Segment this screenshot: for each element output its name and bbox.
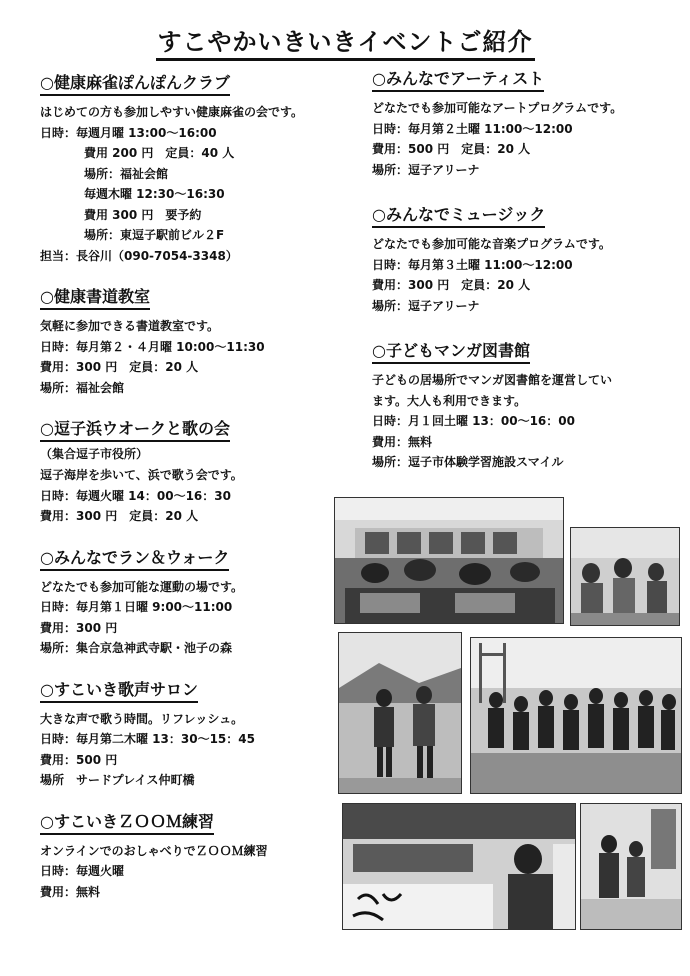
- event-block: [372, 66, 672, 180]
- event-block: [40, 70, 340, 266]
- event-detail-line: 費用：300 円: [40, 620, 118, 635]
- event-detail-line: 費用：無料: [372, 434, 433, 449]
- event-title: ○ みんなでミュージック: [372, 202, 545, 228]
- event-detail-line: 逗子海岸を歩いて、浜で歌う会です。: [40, 468, 243, 482]
- event-block: [40, 284, 340, 398]
- calligraphy-photo: [342, 803, 576, 930]
- event-block: [372, 338, 672, 473]
- event-title: ○ すこいき歌声サロン: [40, 677, 198, 703]
- event-title: ○ すこいきＺＯＯＭ練習: [40, 809, 214, 835]
- event-title: ○ みんなでアーティスト: [372, 66, 544, 92]
- mahjong-room-photo: [334, 497, 564, 624]
- event-detail-line: 場所 サードプレイス仲町橋: [40, 773, 195, 787]
- event-detail-line: 費用：300 円 定員：20 人: [372, 278, 531, 292]
- event-detail-line: どなたでも参加可能なアートプログラムです。: [372, 101, 623, 115]
- event-detail-line: 日時：月１回土曜 13：00～16：00: [372, 414, 575, 428]
- page-title: すこやかいきいきイベントご紹介: [0, 22, 690, 57]
- event-detail-line: 日時：毎月第１日曜 9:00～11:00: [40, 600, 233, 614]
- event-title: ○ 健康書道教室: [40, 284, 150, 310]
- event-detail-line: 毎週木曜 12:30～16:30: [84, 187, 225, 201]
- event-detail-line: はじめての方も参加しやすい健康麻雀の会です。: [40, 105, 304, 119]
- event-detail-line: 日時：毎月第２・４月曜 10:00～11:30: [40, 339, 265, 354]
- event-detail-line: 費用 300 円 要予約: [84, 207, 202, 222]
- event-title: ○ 健康麻雀ぽんぽんクラブ: [40, 70, 230, 96]
- event-title: ○ みんなでラン＆ウォーク: [40, 545, 229, 571]
- event-block: [372, 202, 672, 316]
- right-column: [372, 66, 672, 495]
- event-block: [40, 677, 340, 791]
- event-block: [40, 416, 340, 527]
- event-detail-line: 日時：毎週火曜 14：00～16：30: [40, 488, 231, 503]
- event-detail-line: 費用：500 円 定員：20 人: [372, 142, 531, 156]
- event-title: ○ 逗子浜ウオークと歌の会: [40, 416, 230, 442]
- event-detail-line: 場所：福祉会館: [40, 380, 125, 395]
- event-detail-line: 場所：逗子市体験学習施設スマイル: [372, 455, 564, 469]
- left-column: [40, 70, 340, 920]
- event-detail-line: ます。大人も利用できます。: [372, 393, 527, 408]
- event-detail-line: 大きな声で歌う時間。リフレッシュ。: [40, 711, 244, 726]
- event-detail-line: 費用：300 円 定員：20 人: [40, 509, 199, 523]
- event-detail-line: 日時：毎月第３土曜 11:00～12:00: [372, 257, 573, 272]
- event-detail-line: 子どもの居場所でマンガ図書館を運営してい: [372, 373, 613, 387]
- event-detail-line: 場所：東逗子駅前ビル２F: [84, 228, 225, 242]
- event-detail-line: 気軽に参加できる書道教室です。: [40, 319, 220, 333]
- event-detail-line: 費用 200 円 定員：40 人: [84, 146, 235, 160]
- event-detail-line: どなたでも参加可能な音楽プログラムです。: [372, 237, 611, 251]
- group-cheer-photo: [470, 637, 682, 794]
- event-detail-line: 日時：毎週火曜: [40, 864, 125, 878]
- event-detail-line: 場所：福祉会館: [84, 166, 169, 181]
- event-detail-line: 費用：300 円 定員：20 人: [40, 360, 199, 374]
- event-title: ○ 子どもマンガ図書館: [372, 338, 530, 364]
- event-detail-line: 場所：逗子アリーナ: [372, 162, 480, 177]
- event-detail-line: 日時：毎月第二木曜 13：30～15：45: [40, 732, 255, 746]
- event-detail-line: 場所：逗子アリーナ: [372, 298, 480, 313]
- art-workshop-photo: [570, 527, 680, 626]
- event-detail-line: 日時：毎週月曜 13:00～16:00: [40, 125, 217, 140]
- event-detail-line: オンラインでのおしゃべりでＺＯＯＭ練習: [40, 843, 268, 858]
- walking-photo: [338, 632, 462, 794]
- event-detail-line: 担当：長谷川（090-7054-3348）: [40, 248, 238, 263]
- manga-library-photo: [580, 803, 682, 930]
- event-detail-line: 費用：無料: [40, 884, 101, 899]
- event-detail-line: どなたでも参加可能な運動の場です。: [40, 579, 244, 594]
- event-detail-line: 場所：集合京急神武寺駅・池子の森: [40, 641, 233, 655]
- event-detail-line: 費用：500 円: [40, 752, 118, 767]
- event-detail-line: 日時：毎月第２土曜 11:00～12:00: [372, 121, 573, 136]
- event-block: [40, 809, 340, 903]
- event-subtitle: （集合逗子市役所）: [40, 447, 149, 461]
- event-block: [40, 545, 340, 659]
